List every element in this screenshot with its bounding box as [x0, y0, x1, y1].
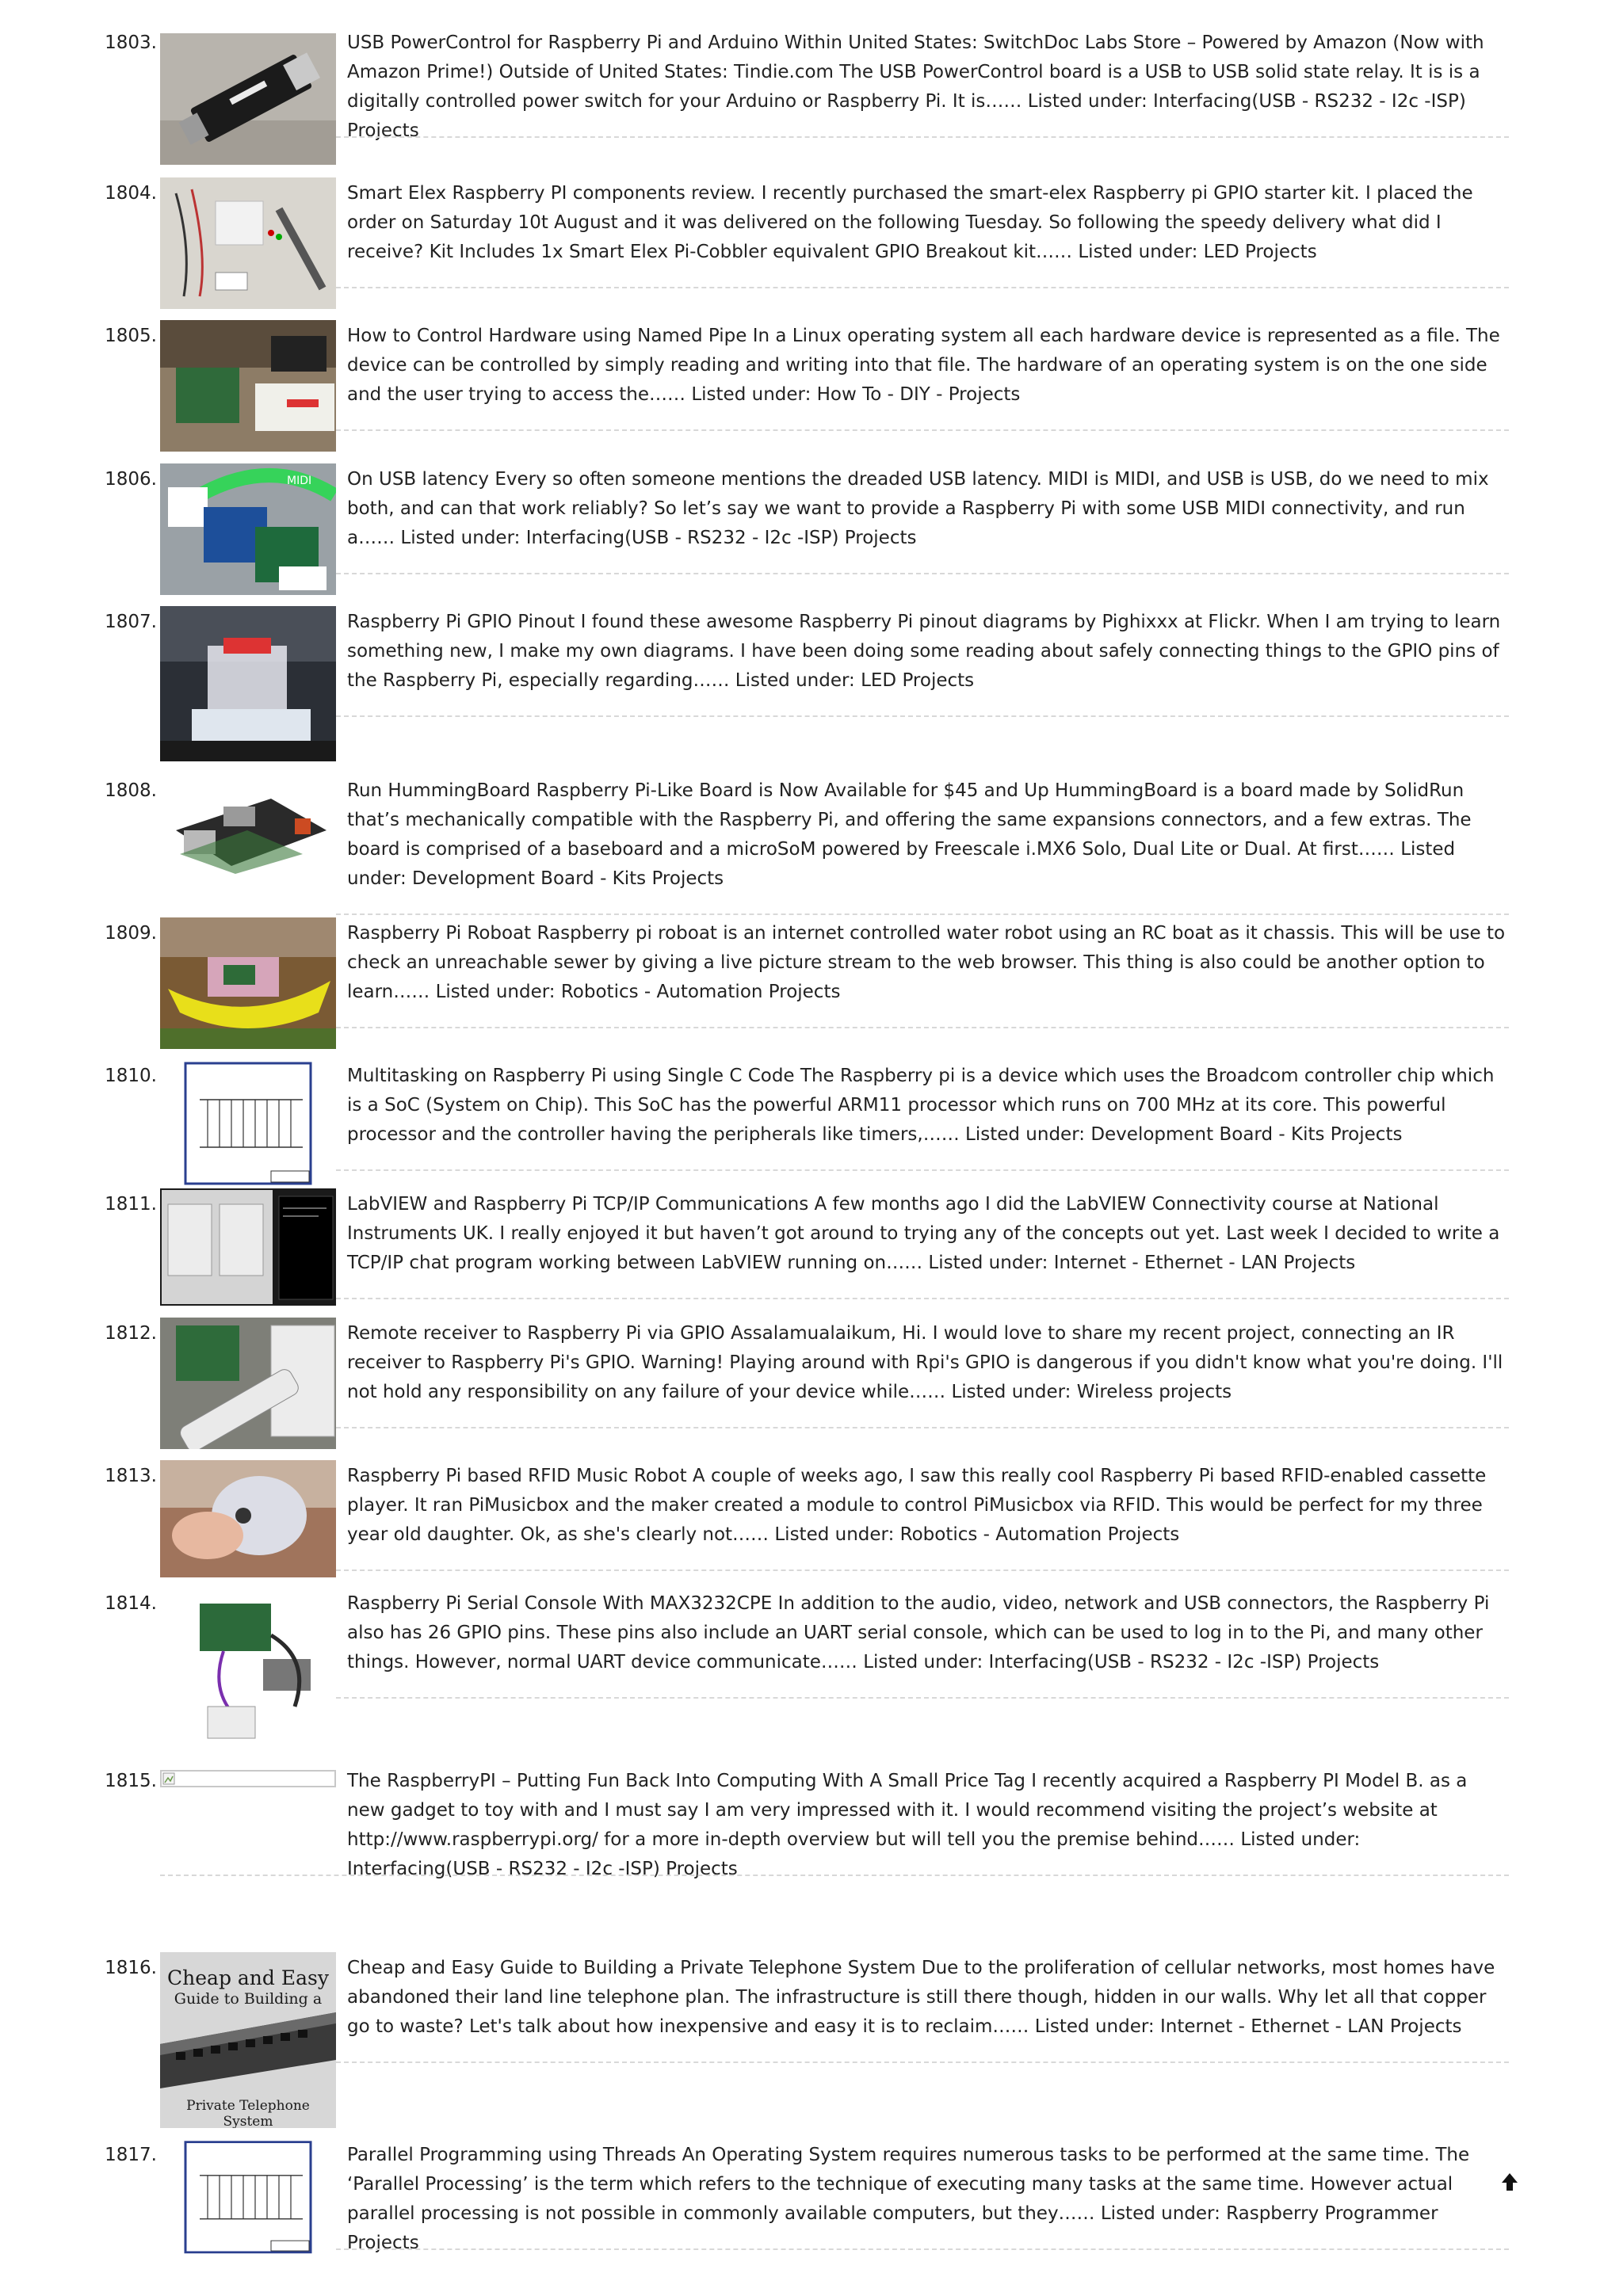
item-divider [336, 1569, 1509, 1571]
item-divider [336, 429, 1509, 431]
back-to-top-icon[interactable] [1500, 2172, 1519, 2192]
cover-footer: Private Telephone System [186, 2098, 310, 2128]
item-divider [336, 1427, 1509, 1428]
telephone-guide-thumbnail[interactable] [160, 1952, 336, 2128]
circuit-schematic-thumbnail[interactable] [160, 2139, 336, 2260]
item-description[interactable]: Parallel Programming using Threads An Operating System requires numerous tasks to be performed at the same time. The ‘Parallel Processing’ is the term which refers to the technique of executing many tasks at the same time. However actual parallel processing is not possible in commonly available computers, but they…… Listed under: Raspberry Programmer Projects [347, 2145, 1470, 2253]
item-number: 1805. [105, 326, 157, 346]
item-description[interactable]: Run HummingBoard Raspberry Pi-Like Board is Now Available for $45 and Up HummingBoard is a board made by SolidRun that’s mechanically compatible with the Raspberry Pi, and offering the same expansions connectors, and a few extras. The board is comprised of a baseboard and a microSoM powered by Freescale i.MX6 Solo, Dual Lite or Dual. At first…… Listed under: Development Board - Kits Projects [347, 780, 1472, 889]
item-divider [336, 1027, 1509, 1028]
item-description[interactable]: Raspberry Pi Serial Console With MAX3232CPE In addition to the audio, video, network and USB connectors, the Raspberry Pi also has 26 GPIO pins. These pins also include an UART serial console, which can be used to log in to the Pi, and many other things. However, normal UART device communicate…… Listed under: Interfacing(USB - RS232 - I2c -ISP) Projects [347, 1593, 1490, 1672]
midi-badge: MIDI [287, 475, 312, 487]
item-number: 1809. [105, 923, 157, 944]
item-description[interactable]: USB PowerControl for Raspberry Pi and Arduino Within United States: SwitchDoc Labs Store – Powered by Amazon (Now with Amazon Prime!) Outside of United States: Tindie.com The USB PowerControl board is a USB to USB solid state relay. It is is a digitally controlled power switch for your Arduino or Raspberry Pi. It is…… Listed under: Interfacing(USB - RS232 - I2c -ISP) Projects [347, 32, 1484, 141]
item-divider [336, 2248, 1509, 2250]
item-description[interactable]: Raspberry Pi GPIO Pinout I found these awesome Raspberry Pi pinout diagrams by Pighixxx at Flickr. When I am trying to learn something new, I make my own diagrams. I have been doing some reading about safely connecting things to the GPIO pins of the Raspberry Pi, especially regarding…… Listed under: LED Projects [347, 612, 1501, 691]
roboat-thumbnail[interactable] [160, 917, 336, 1049]
midi-boards-thumbnail[interactable] [160, 463, 336, 595]
gpio-led-thumbnail[interactable] [160, 606, 336, 761]
item-description[interactable]: On USB latency Every so often someone mentions the dreaded USB latency. MIDI is MIDI, and USB is USB, do we need to mix both, and can that work reliably? So let’s say we want to provide a Raspberry Pi with some USB MIDI connectivity, and run a…… Listed under: Interfacing(USB - RS232 - I2c -ISP) Projects [347, 469, 1489, 548]
item-divider [336, 573, 1509, 574]
ir-remote-thumbnail[interactable] [160, 1318, 336, 1449]
item-number: 1817. [105, 2145, 157, 2165]
broken-image-thumbnail[interactable] [160, 1770, 336, 1787]
item-number: 1815. [105, 1771, 157, 1791]
item-divider [336, 1298, 1509, 1299]
serial-console-thumbnail[interactable] [160, 1588, 336, 1746]
usb-board-thumbnail[interactable] [160, 33, 336, 165]
components-kit-thumbnail[interactable] [160, 177, 336, 309]
item-number: 1811. [105, 1194, 157, 1215]
item-number: 1810. [105, 1066, 157, 1086]
item-divider [336, 2061, 1509, 2063]
cover-title-line-2: Guide to Building a [174, 1990, 323, 2008]
item-number: 1816. [105, 1958, 157, 1978]
rfid-robot-thumbnail[interactable] [160, 1460, 336, 1577]
item-divider [160, 1875, 1509, 1876]
item-divider [336, 1169, 1509, 1171]
item-description[interactable]: Multitasking on Raspberry Pi using Single C Code The Raspberry pi is a device which uses the Broadcom controller chip which is a SoC (System on Chip). This SoC has the powerful ARM11 processor which runs on 700 MHz at its core. This powerful processor and the controller having the peripherals like timers,…… Listed under: Development Board - Kits Projects [347, 1066, 1495, 1145]
item-divider [336, 1697, 1509, 1699]
item-divider [336, 715, 1509, 717]
labview-thumbnail[interactable] [160, 1188, 336, 1306]
item-description[interactable]: How to Control Hardware using Named Pipe In a Linux operating system all each hardware device is represented as a file. The device can be controlled by simply reading and writing into that file. The hardware of an operating system is on the one side and the user trying to access the…… Listed under: How To - DIY - Projects [347, 326, 1500, 405]
item-number: 1803. [105, 32, 157, 53]
item-description[interactable]: LabVIEW and Raspberry Pi TCP/IP Communications A few months ago I did the LabVIEW Connectivity course at National Instruments UK. I really enjoyed it but haven’t got around to trying any of the concepts out yet. Last week I decided to write a TCP/IP chat program working between LabVIEW running on…… Listed under: Internet - Ethernet - LAN Projects [347, 1194, 1500, 1273]
item-number: 1814. [105, 1593, 157, 1614]
item-number: 1808. [105, 780, 157, 801]
cover-title-line-1: Cheap and Easy [167, 1966, 329, 1989]
item-description[interactable]: Raspberry Pi based RFID Music Robot A couple of weeks ago, I saw this really cool Raspberry Pi based RFID-enabled cassette player. It ran PiMusicbox and the maker created a module to control PiMusicbox via RFID. This would be perfect for my three year old daughter. Ok, as she's clearly not…… Listed under: Robotics - Automation Projects [347, 1466, 1487, 1545]
hummingboard-thumbnail[interactable] [160, 775, 336, 892]
item-number: 1807. [105, 612, 157, 632]
breadboard-setup-thumbnail[interactable] [160, 320, 336, 452]
item-description[interactable]: The RaspberryPI – Putting Fun Back Into Computing With A Small Price Tag I recently acquired a Raspberry PI Model B. as a new gadget to toy with and I must say I am very impressed with it. I would recommend visiting the project’s website at http://www.raspberrypi.org/ for a more in-depth overview but will tell you the premise behind…… Listed under: Interfacing(USB - RS232 - I2c -ISP) Projects [347, 1771, 1468, 1879]
item-divider [336, 287, 1509, 288]
item-description[interactable]: Cheap and Easy Guide to Building a Private Telephone System Due to the proliferation of cellular networks, most homes have abandoned their land line telephone plan. The infrastructure is still there though, hidden in our walls. Why let all that copper go to waste? Let's talk about how inexpensive and easy it is to reclaim…… Listed under: Internet - Ethernet - LAN Projects [347, 1958, 1495, 2037]
item-number: 1806. [105, 469, 157, 490]
item-divider [336, 136, 1509, 138]
item-description[interactable]: Raspberry Pi Roboat Raspberry pi roboat is an internet controlled water robot using an RC boat as it chassis. This will be use to check an unreachable sewer by giving a live picture stream to the web browser. This thing is also could be another option to learn…… Listed under: Robotics - Automation Projects [347, 923, 1506, 1002]
item-description[interactable]: Smart Elex Raspberry PI components review. I recently purchased the smart-elex Raspberry pi GPIO starter kit. I placed the order on Saturday 10t August and it was delivered on the following Tuesday. So following the speedy delivery what did I receive? Kit Includes 1x Smart Elex Pi-Cobbler equivalent GPIO Breakout kit…… Listed under: LED Projects [347, 183, 1473, 262]
item-number: 1804. [105, 183, 157, 204]
item-number: 1812. [105, 1323, 157, 1344]
circuit-schematic-thumbnail[interactable] [160, 1060, 336, 1192]
item-number: 1813. [105, 1466, 157, 1486]
item-divider [336, 913, 1509, 915]
item-description[interactable]: Remote receiver to Raspberry Pi via GPIO Assalamualaikum, Hi. I would love to share my recent project, connecting an IR receiver to Raspberry Pi's GPIO. Warning! Playing around with Rpi's GPIO is dangerous if you didn't know what you're doing. I'll not hold any responsibility on any failure of your device while…… Listed under: Wireless projects [347, 1323, 1503, 1402]
